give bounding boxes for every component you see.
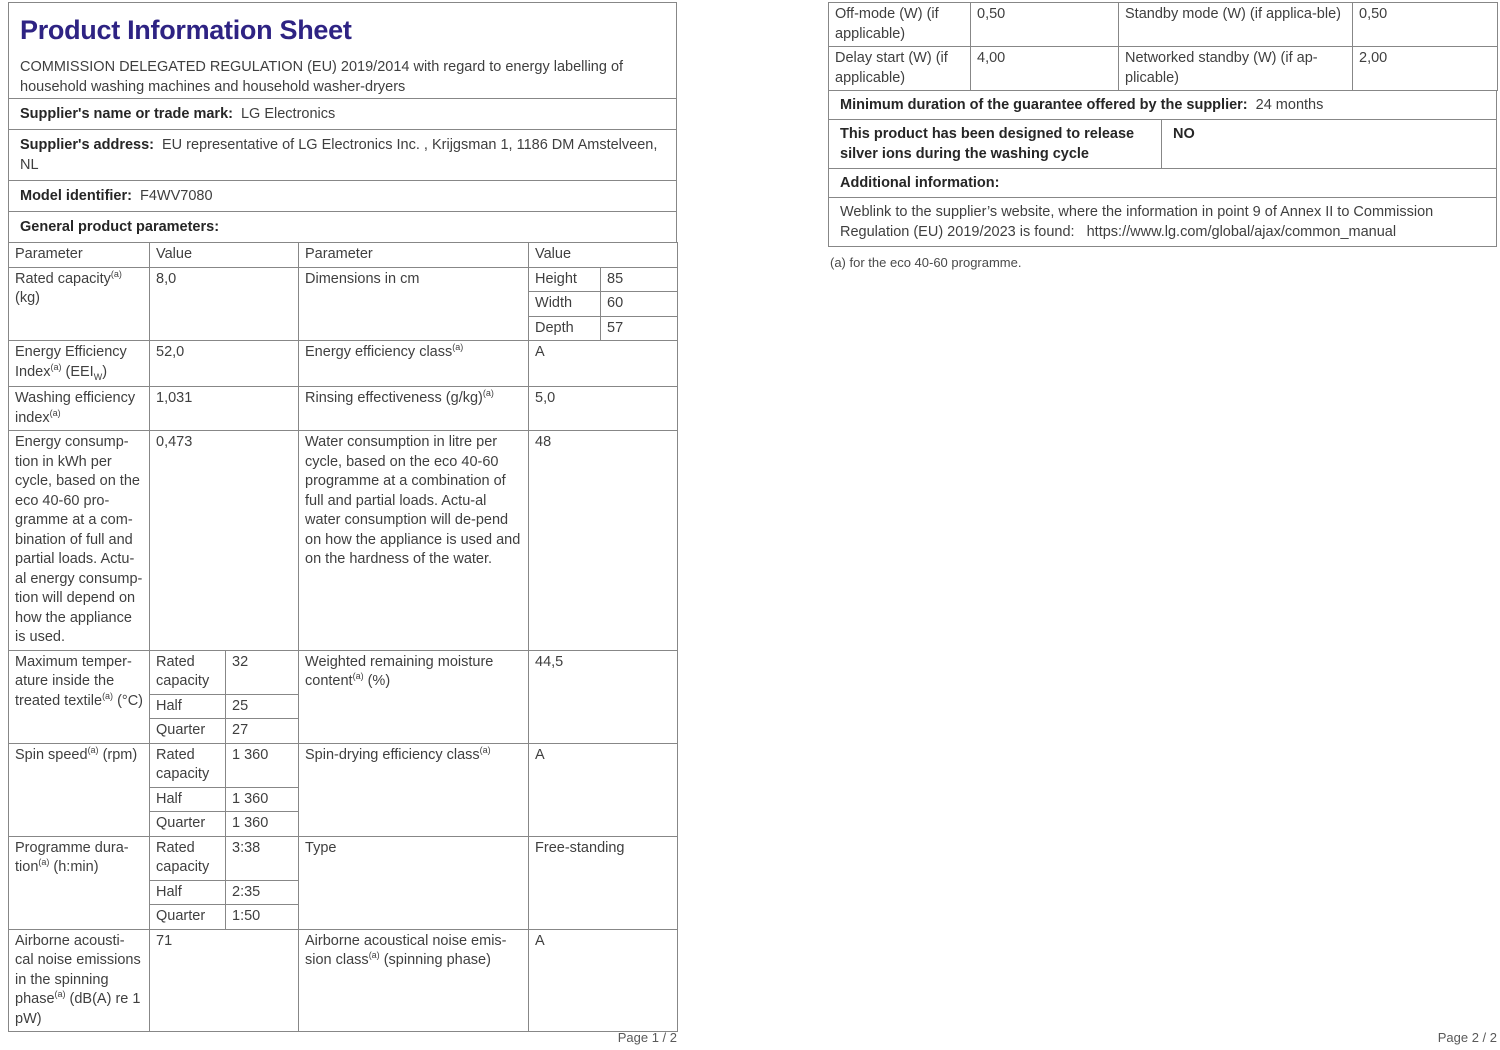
duration-rated-value: 3:38 [226, 836, 299, 880]
spin-rated-value: 1 360 [226, 743, 299, 787]
value-delay-start: 4,00 [971, 47, 1119, 91]
value-eei: 52,0 [150, 341, 299, 387]
spin-quarter-value: 1 360 [226, 812, 299, 837]
value-noise-emissions: 71 [150, 929, 299, 1032]
param-eei: Energy Efficiency Index$^{(a)}$ $(EEI_W)$ [9, 341, 150, 387]
dim-height-label: Height [529, 267, 601, 292]
value-energy-consumption: 0,473 [150, 431, 299, 651]
table-row [829, 3, 1498, 47]
col-header-value-2: Value [529, 243, 678, 268]
col-header-value-1: Value [150, 243, 299, 268]
guarantee-value: 24 months [1255, 97, 1324, 113]
table-row [9, 341, 678, 387]
page-2-footer: Page 2 / 2 [1437, 1030, 1497, 1045]
supplier-name-row [8, 98, 677, 130]
param-washing-index: Washing efficiency index$^{(a)}$ [9, 387, 150, 431]
value-spin-class: A [529, 743, 678, 836]
guarantee-row [828, 90, 1497, 120]
general-parameters-heading-row [8, 211, 677, 243]
header-box [8, 2, 677, 99]
regulation-subtitle: COMMISSION DELEGATED REGULATION (EU) 2019/2014 with regard to energy labelling of household washing machines and household washer-dryers [20, 59, 624, 95]
param-delay-start: Delay start (W) (if applicable) [829, 47, 971, 91]
param-noise-emissions: Airborne acousti-cal noise emissions in the spinning phase$^{(a)}$ (dB(A) re 1 pW) [9, 929, 150, 1032]
dim-depth-value: 57 [601, 316, 678, 341]
spin-quarter-label: Quarter [150, 812, 226, 837]
supplier-weblink-url[interactable]: https://www.lg.com/global/ajax/common_manual [1086, 224, 1397, 240]
value-type: Free-standing [529, 836, 678, 929]
table-row [9, 836, 678, 880]
max-temp-quarter-value: 27 [226, 719, 299, 744]
max-temp-rated-label: Rated capacity [150, 650, 226, 694]
page-2 [828, 2, 1497, 1045]
value-off-mode: 0,50 [971, 3, 1119, 47]
table-row [829, 47, 1498, 91]
silver-ions-label-cell [828, 119, 1162, 169]
page-1 [8, 2, 677, 1045]
duration-quarter-label: Quarter [150, 905, 226, 930]
duration-quarter-value: 1:50 [226, 905, 299, 930]
supplier-address-label: Supplier's address: [20, 137, 154, 153]
param-water-consumption: Water consumption in litre per cycle, based on the eco 40-60 programme at a combination of full and partial loads. Actu-al water consumption will de-pend on how the appliance is used and on the hardness of the water. [299, 431, 529, 651]
table-row [9, 431, 678, 651]
supplier-address-value: EU representative of LG Electronics Inc. , Krijgsman 1, 1186 DM Amstelveen, NL [20, 137, 658, 173]
dim-depth-label: Depth [529, 316, 601, 341]
value-rinsing: 5,0 [529, 387, 678, 431]
spin-half-label: Half [150, 787, 226, 812]
supplier-address-row [8, 129, 677, 181]
value-standby-mode: 0,50 [1353, 3, 1498, 47]
model-identifier-label: Model identifier: [20, 188, 132, 204]
value-washing-index: 1,031 [150, 387, 299, 431]
param-standby-mode: Standby mode (W) (if applica-ble) [1119, 3, 1353, 47]
additional-info-label: Additional information: [840, 175, 1000, 191]
guarantee-label: Minimum duration of the guarantee offered by the supplier: [840, 97, 1248, 113]
param-rinsing: Rinsing effectiveness $(g/kg)^{(a)}$ [299, 387, 529, 431]
duration-half-value: 2:35 [226, 880, 299, 905]
weblink-text: Weblink to the supplier’s website, where the information in point 9 of Annex II to Commission Regulation (EU) 2019/2023 is found: [840, 204, 1434, 240]
dim-height-value: 85 [601, 267, 678, 292]
col-header-parameter-1: Parameter [9, 243, 150, 268]
footnote-eco-programme: (a) for the eco 40-60 programme. [830, 255, 1022, 270]
table-row [9, 267, 678, 292]
param-rated-capacity: Rated capacity$^{(a)}$ (kg) [9, 267, 150, 341]
silver-ions-value-cell [1161, 119, 1497, 169]
silver-ions-row [828, 119, 1497, 169]
dim-width-value: 60 [601, 292, 678, 317]
value-energy-class: A [529, 341, 678, 387]
param-noise-class: Airborne acoustical noise emis-sion class$^{(a)}$ (spinning phase) [299, 929, 529, 1032]
param-off-mode: Off-mode (W) (if applicable) [829, 3, 971, 47]
max-temp-half-value: 25 [226, 694, 299, 719]
param-max-temperature: Maximum temper-ature inside the treated textile$^{(a)}$ (°C) [9, 650, 150, 743]
value-water-consumption: 48 [529, 431, 678, 651]
power-modes-table [828, 2, 1498, 91]
param-moisture-content: Weighted remaining moisture content$^{(a)}$ (%) [299, 650, 529, 743]
supplier-name-value: LG Electronics [240, 106, 336, 122]
silver-ions-label: This product has been designed to release silver ions during the washing cycle [840, 126, 1135, 162]
dim-width-label: Width [529, 292, 601, 317]
spin-rated-label: Rated capacity [150, 743, 226, 787]
table-header-row [9, 243, 678, 268]
general-parameters-heading: General product parameters: [20, 219, 220, 235]
duration-half-label: Half [150, 880, 226, 905]
page-1-footer: Page 1 / 2 [617, 1030, 677, 1045]
general-parameters-table [8, 242, 678, 1032]
param-type: Type [299, 836, 529, 929]
table-row [9, 929, 678, 1032]
table-row [9, 387, 678, 431]
param-programme-duration: Programme dura-tion$^{(a)}$ (h:min) [9, 836, 150, 929]
spin-half-value: 1 360 [226, 787, 299, 812]
max-temp-rated-value: 32 [226, 650, 299, 694]
param-spin-speed: Spin speed$^{(a)}$ (rpm) [9, 743, 150, 836]
max-temp-half-label: Half [150, 694, 226, 719]
model-identifier-value: F4WV7080 [139, 188, 213, 204]
max-temp-quarter-label: Quarter [150, 719, 226, 744]
param-networked-standby: Networked standby (W) (if ap-plicable) [1119, 47, 1353, 91]
table-row [9, 743, 678, 787]
silver-ions-value: NO [1173, 126, 1195, 142]
table-row [9, 650, 678, 694]
value-moisture-content: 44,5 [529, 650, 678, 743]
page-title: Product Information Sheet [20, 15, 352, 45]
param-dimensions: Dimensions in cm [299, 267, 529, 341]
duration-rated-label: Rated capacity [150, 836, 226, 880]
value-noise-class: A [529, 929, 678, 1032]
model-identifier-row [8, 180, 677, 212]
col-header-parameter-2: Parameter [299, 243, 529, 268]
value-networked-standby: 2,00 [1353, 47, 1498, 91]
param-spin-class: Spin-drying efficiency class$^{(a)}$ [299, 743, 529, 836]
param-energy-class: Energy efficiency class$^{(a)}$ [299, 341, 529, 387]
param-energy-consumption: Energy consump-tion in kWh per cycle, based on the eco 40-60 pro-gramme at a com-bination of full and partial loads. Actu-al energy consump-tion will depend on how the appliance is used. [9, 431, 150, 651]
weblink-row [828, 197, 1497, 247]
supplier-name-label: Supplier's name or trade mark: [20, 106, 233, 122]
value-rated-capacity: 8,0 [150, 267, 299, 341]
additional-info-row [828, 168, 1497, 198]
